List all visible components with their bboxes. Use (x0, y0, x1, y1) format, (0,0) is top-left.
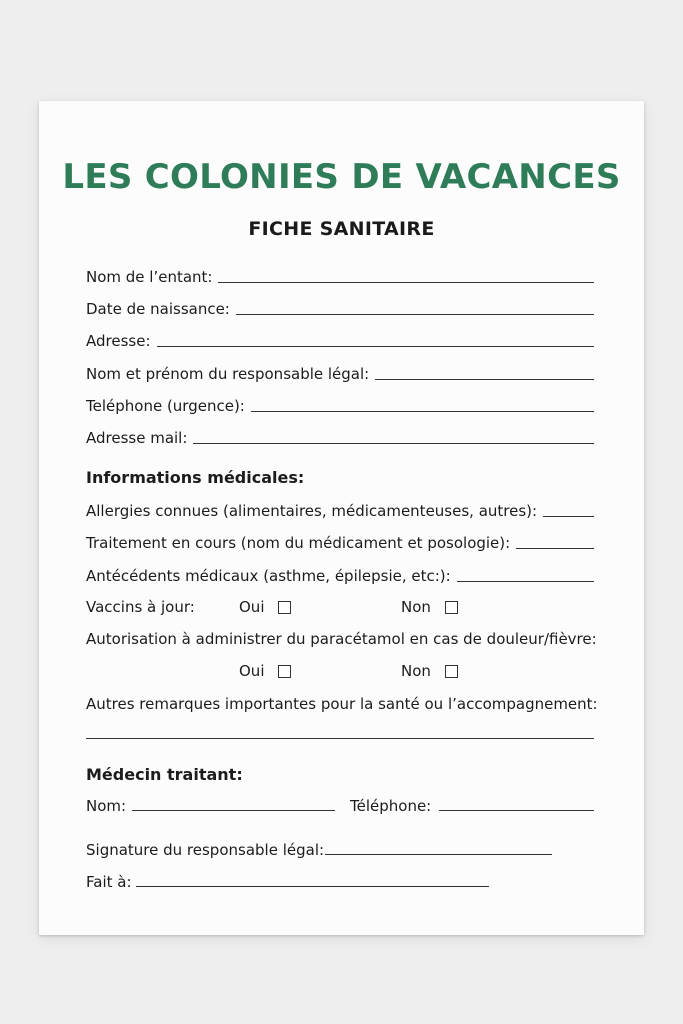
guardian-name-line[interactable] (375, 379, 594, 380)
signature-line[interactable] (325, 854, 552, 855)
child-name-field[interactable] (86, 264, 594, 286)
address-label: Adresse: (86, 332, 151, 350)
signature-label: Signature du responsable légal: (86, 841, 325, 859)
allergies-line[interactable] (543, 516, 594, 517)
vaccines-yes-label: Oui (239, 598, 265, 616)
vaccines-yes-checkbox[interactable] (278, 601, 291, 614)
medical-heading: Informations médicales: (86, 468, 305, 487)
birth-date-field[interactable] (86, 296, 594, 318)
paracetamol-label: Autorisation à administrer du paracétamol en cas de douleur/fièvre: (86, 630, 597, 648)
guardian-name-label: Nom et prénom du responsable légal: (86, 365, 370, 383)
doctor-heading: Médecin traitant: (86, 765, 243, 784)
vaccines-no-checkbox[interactable] (445, 601, 458, 614)
vaccines-yes-option[interactable] (239, 598, 291, 616)
paracetamol-yes-label: Oui (239, 662, 265, 680)
form-subtitle: FICHE SANITAIRE (248, 218, 435, 240)
history-label: Antécédents médicaux (asthme, épilepsie, etc:): (86, 567, 451, 585)
allergies-label: Allergies connues (alimentaires, médicamenteuses, autres): (86, 502, 538, 520)
form-sheet (39, 101, 644, 935)
doctor-name-line[interactable] (132, 810, 335, 811)
child-name-line[interactable] (218, 282, 594, 283)
emergency-phone-label: Teléphone (urgence): (86, 397, 245, 415)
doctor-name-label: Nom: (86, 797, 127, 815)
vaccines-no-label: Non (401, 598, 431, 616)
address-line[interactable] (157, 346, 595, 347)
paracetamol-no-label: Non (401, 662, 431, 680)
treatment-label: Traitement en cours (nom du médicament et posologie): (86, 534, 511, 552)
child-name-label: Nom de l’entant: (86, 268, 213, 286)
guardian-name-field[interactable] (86, 361, 594, 383)
email-field[interactable] (86, 425, 594, 447)
remarks-label: Autres remarques importantes pour la santé ou l’accompagnement: (86, 695, 598, 713)
birth-date-label: Date de naissance: (86, 300, 230, 318)
history-line[interactable] (457, 581, 594, 582)
email-line[interactable] (193, 443, 594, 444)
address-field[interactable] (86, 328, 594, 350)
place-line[interactable] (136, 886, 489, 887)
doctor-phone-line[interactable] (439, 810, 594, 811)
email-label: Adresse mail: (86, 429, 188, 447)
vaccines-no-option[interactable] (401, 598, 458, 616)
remarks-line[interactable] (86, 738, 594, 739)
paracetamol-no-checkbox[interactable] (445, 665, 458, 678)
paracetamol-yes-checkbox[interactable] (278, 665, 291, 678)
birth-date-line[interactable] (236, 314, 594, 315)
paracetamol-yes-option[interactable] (239, 662, 291, 680)
treatment-line[interactable] (516, 548, 594, 549)
vaccines-label: Vaccins à jour: (86, 598, 195, 616)
doctor-phone-label: Téléphone: (350, 797, 432, 815)
emergency-phone-line[interactable] (251, 411, 594, 412)
history-field[interactable] (86, 563, 594, 585)
form-title: LES COLONIES DE VACANCES (62, 157, 621, 197)
emergency-phone-field[interactable] (86, 393, 594, 415)
paracetamol-no-option[interactable] (401, 662, 458, 680)
treatment-field[interactable] (86, 530, 594, 552)
allergies-field[interactable] (86, 498, 594, 520)
place-label: Fait à: (86, 873, 132, 891)
